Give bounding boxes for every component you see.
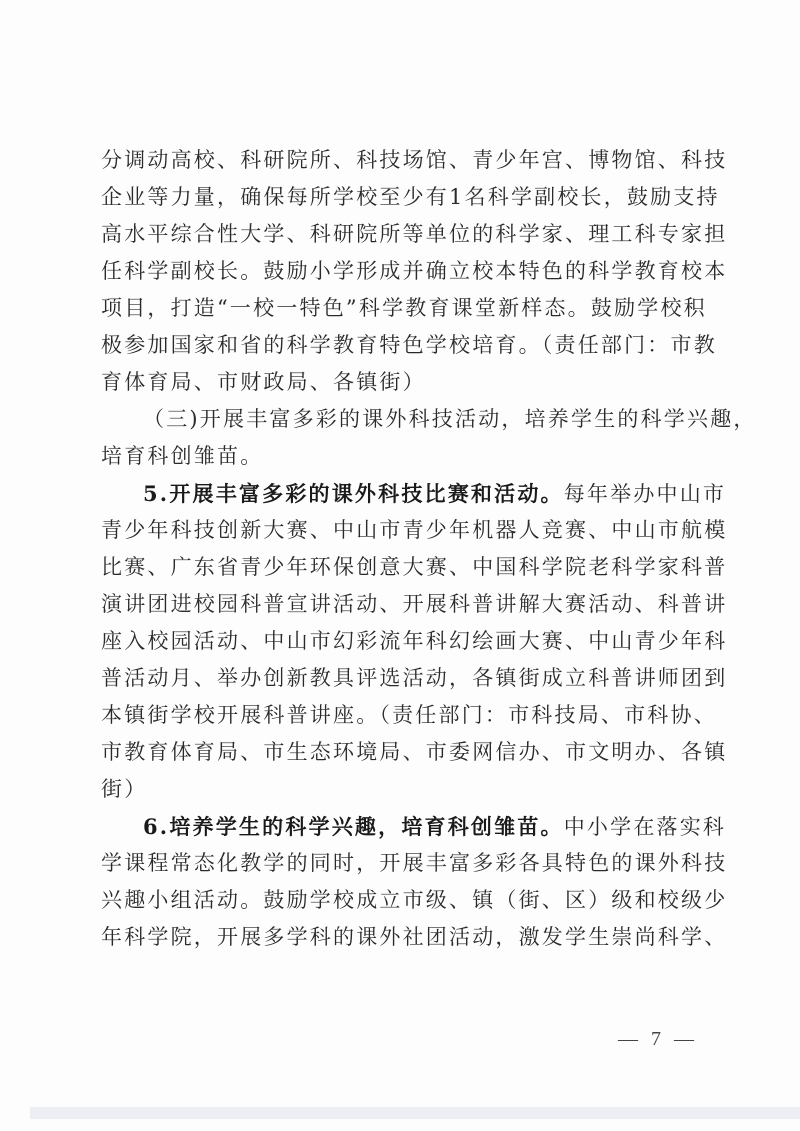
text-line: 本镇街学校开展科普讲座。（责任部门：市科技局、市科协、 bbox=[101, 703, 717, 727]
text-line: 街） bbox=[101, 777, 148, 801]
page-number: — 7 — bbox=[618, 1028, 698, 1050]
body-text bbox=[101, 142, 757, 956]
text-line: 比赛、广东省青少年环保创意大赛、中国科学院老科学家科普 bbox=[101, 555, 728, 579]
text-line: 高水平综合性大学、科研院所等单位的科学家、理工科专家担 bbox=[101, 222, 728, 246]
text-line: 座入校园活动、中山市幻彩流年科幻绘画大赛、中山青少年科 bbox=[101, 629, 728, 653]
text-line: 任科学副校长。鼓励小学形成并确立校本特色的科学教育校本 bbox=[101, 259, 728, 283]
item-5-first-line bbox=[101, 475, 727, 512]
text-line: 演讲团进校园科普宣讲活动、开展科普讲解大赛活动、科普讲 bbox=[101, 592, 728, 616]
section-heading-line: （三)开展丰富多彩的课外科技活动，培养学生的科学兴趣， bbox=[143, 407, 757, 431]
text-line: 年科学院，开展多学科的课外社团活动，激发学生崇尚科学、 bbox=[101, 925, 728, 949]
item-6-text: 中小学在落实科 bbox=[563, 815, 727, 839]
text-line: 青少年科技创新大赛、中山市青少年机器人竞赛、中山市航模 bbox=[101, 518, 728, 542]
item-6-heading: 6.培养学生的科学兴趣，培育科创雏苗。 bbox=[143, 814, 564, 839]
text-line: 普活动月、举办创新教具评选活动，各镇街成立科普讲师团到 bbox=[101, 666, 728, 690]
text-line: 学课程常态化教学的同时，开展丰富多彩各具特色的课外科技 bbox=[101, 851, 728, 875]
text-line: 分调动高校、科研院所、科技场馆、青少年宫、博物馆、科技 bbox=[101, 148, 728, 172]
scan-artifact-band bbox=[30, 1107, 800, 1119]
text-line: 育体育局、市财政局、各镇街） bbox=[101, 370, 426, 394]
text-line: 项目，打造“一校一特色”科学教育课堂新样态。鼓励学校积 bbox=[101, 296, 707, 320]
item-6-first-line bbox=[101, 808, 727, 845]
section-heading-line: 培育科创雏苗。 bbox=[101, 444, 264, 468]
item-5-text: 每年举办中山市 bbox=[563, 482, 727, 506]
text-line: 极参加国家和省的科学教育特色学校培育。（责任部门：市教 bbox=[101, 333, 717, 357]
item-5-heading: 5.开展丰富多彩的课外科技比赛和活动。 bbox=[143, 481, 564, 506]
text-line: 兴趣小组活动。鼓励学校成立市级、镇（街、区）级和校级少 bbox=[101, 888, 728, 912]
text-line: 市教育体育局、市生态环境局、市委网信办、市文明办、各镇 bbox=[101, 740, 728, 764]
text-line: 企业等力量，确保每所学校至少有1名科学副校长，鼓励支持 bbox=[101, 185, 720, 209]
